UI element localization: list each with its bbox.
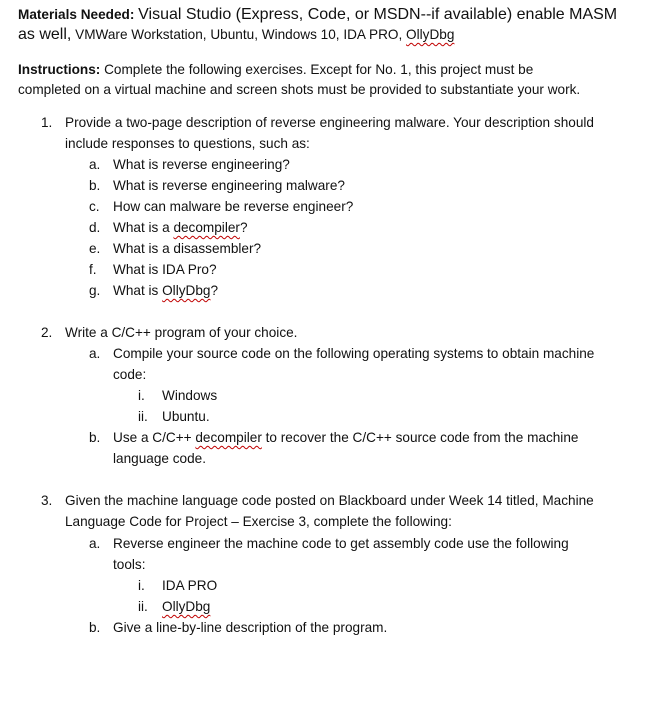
ex1-text-1: Provide a two-page description of reverse engineering malware. Your description should <box>65 115 594 130</box>
ex2-item-a: a. Compile your source code on the following operating systems to obtain machine <box>89 346 595 361</box>
ex1-item-g: g. What is OllyDbg? <box>89 283 219 298</box>
ex3-item-a-line-2: tools: <box>113 557 146 572</box>
ex1-item-f: f. What is IDA Pro? <box>89 262 217 277</box>
ex3-item-a: a. Reverse engineer the machine code to get assembly code use the following <box>89 536 569 551</box>
ex2-number: 2. <box>41 325 53 340</box>
materials-ollydbg: OllyDbg <box>406 27 455 42</box>
ex3-line-2: Language Code for Project – Exercise 3, complete the following: <box>65 514 452 529</box>
instructions-line-1 <box>18 60 533 80</box>
ex2-line-1: 2. Write a C/C++ program of your choice. <box>41 323 297 343</box>
instructions-line-2: completed on a virtual machine and screen shots must be provided to substantiate your work. <box>18 82 581 97</box>
instructions-label: Instructions: <box>18 62 101 77</box>
materials-text-1: Visual Studio (Express, Code, or MSDN--if available) enable MASM <box>138 6 618 23</box>
ex3-number: 3. <box>41 493 53 508</box>
ex1-item-e: e. What is a disassembler? <box>89 241 262 256</box>
ex3-line-1: 3. Given the machine language code posted on Blackboard under Week 14 titled, Machine <box>41 491 594 511</box>
ex1-line-2: include responses to questions, such as: <box>65 136 310 151</box>
ex1-item-c: c. How can malware be reverse engineer? <box>89 199 354 214</box>
materials-line-1 <box>18 5 617 25</box>
ex1-line-1 <box>41 113 594 133</box>
instructions-text-1: Complete the following exercises. Except for No. 1, this project must be <box>104 62 534 77</box>
ex2-item-b-line-2: language code. <box>113 451 206 466</box>
ex2-item-a-line-2: code: <box>113 367 147 382</box>
materials-label: Materials Needed: <box>18 7 135 22</box>
ex3-item-b: b. Give a line-by-line description of the program. <box>89 620 388 635</box>
ex2-sub-ii: ii. Ubuntu. <box>138 409 210 424</box>
ex1-item-a: a. What is reverse engineering? <box>89 157 290 172</box>
ex3-sub-i: i. IDA PRO <box>138 578 218 593</box>
ex3-sub-ii: ii. OllyDbg <box>138 599 211 614</box>
ex2-sub-i: i. Windows <box>138 388 218 403</box>
ex1-item-b: b. What is reverse engineering malware? <box>89 178 345 193</box>
materials-text-2b: VMWare Workstation, Ubuntu, Windows 10, IDA PRO, <box>75 27 403 42</box>
materials-text-2a: as well, <box>18 26 72 43</box>
ex1-number: 1. <box>41 115 53 130</box>
ex2-item-b: b. Use a C/C++ decompiler to recover the C/C++ source code from the machine <box>89 430 579 445</box>
ex1-item-d: d. What is a decompiler? <box>89 220 248 235</box>
materials-line-2 <box>18 25 454 45</box>
